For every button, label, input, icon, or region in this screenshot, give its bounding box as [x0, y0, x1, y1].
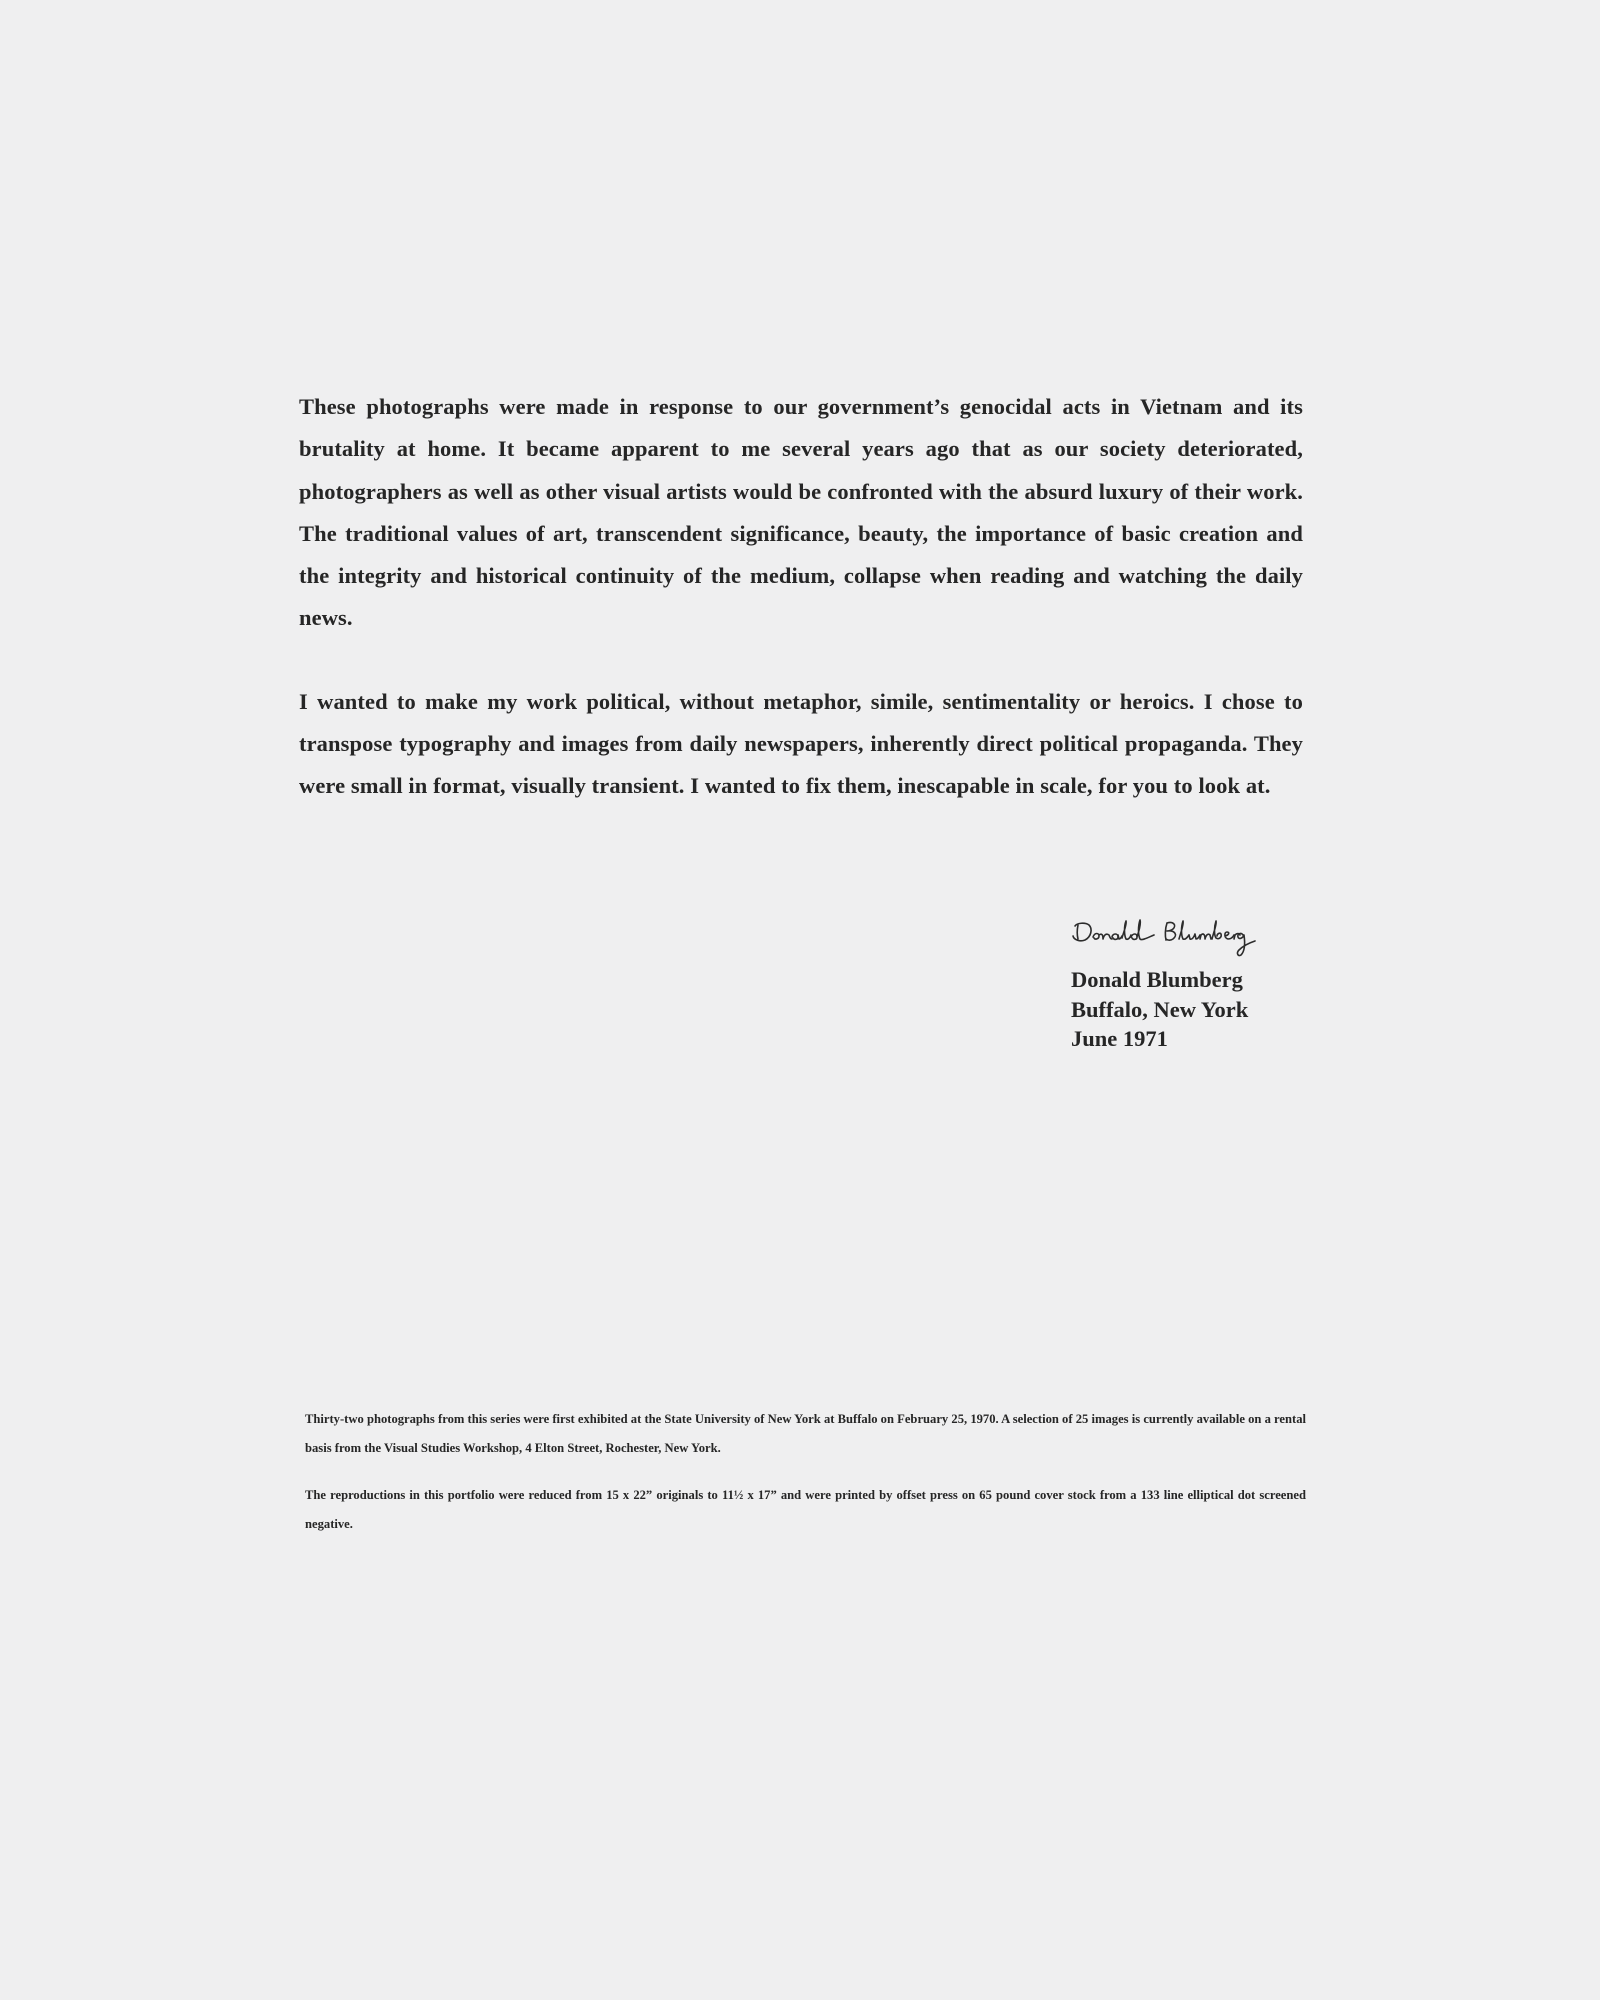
signature-block [1071, 917, 1331, 1054]
author-name: Donald Blumberg [1071, 967, 1243, 992]
author-location: Buffalo, New York [1071, 996, 1249, 1022]
statement-date: June 1971 [1071, 1026, 1168, 1051]
portfolio-notes [305, 1405, 1306, 1538]
handwritten-signature [1069, 917, 1299, 965]
reproduction-note: The reproductions in this portfolio were reduced from 15 x 22” originals to 11½ x 17” and were printed by offset press on 65 pound cover stock from a 133 line elliptical dot screened negative. [305, 1488, 1306, 1531]
exhibition-note: Thirty-two photographs from this series were first exhibited at the State University of New York at Buffalo on February 25, 1970. A selection of 25 images is currently available on a rental basis from the Visual Studies Workshop, 4 Elton Street, Rochester, New York. [305, 1412, 1306, 1455]
statement-paragraph-1: These photographs were made in response to our government’s genocidal acts in Vietnam and its brutality at home. It became apparent to me several years ago that as our society deteriorated, photographers as well as other visual artists would be confronted with the absurd luxury of their work. The traditional values of art, transcendent significance, beauty, the importance of basic creation and the integrity and historical continuity of the medium, collapse when reading and watching the daily news. [299, 394, 1303, 631]
statement-paragraph-2: I wanted to make my work political, without metaphor, simile, sentimentality or heroics. I chose to transpose typography and images from daily newspapers, inherently direct political propaganda. They were small in format, visually transient. I wanted to fix them, inescapable in scale, for you to look at. [299, 688, 1303, 799]
artist-statement [299, 386, 1303, 808]
